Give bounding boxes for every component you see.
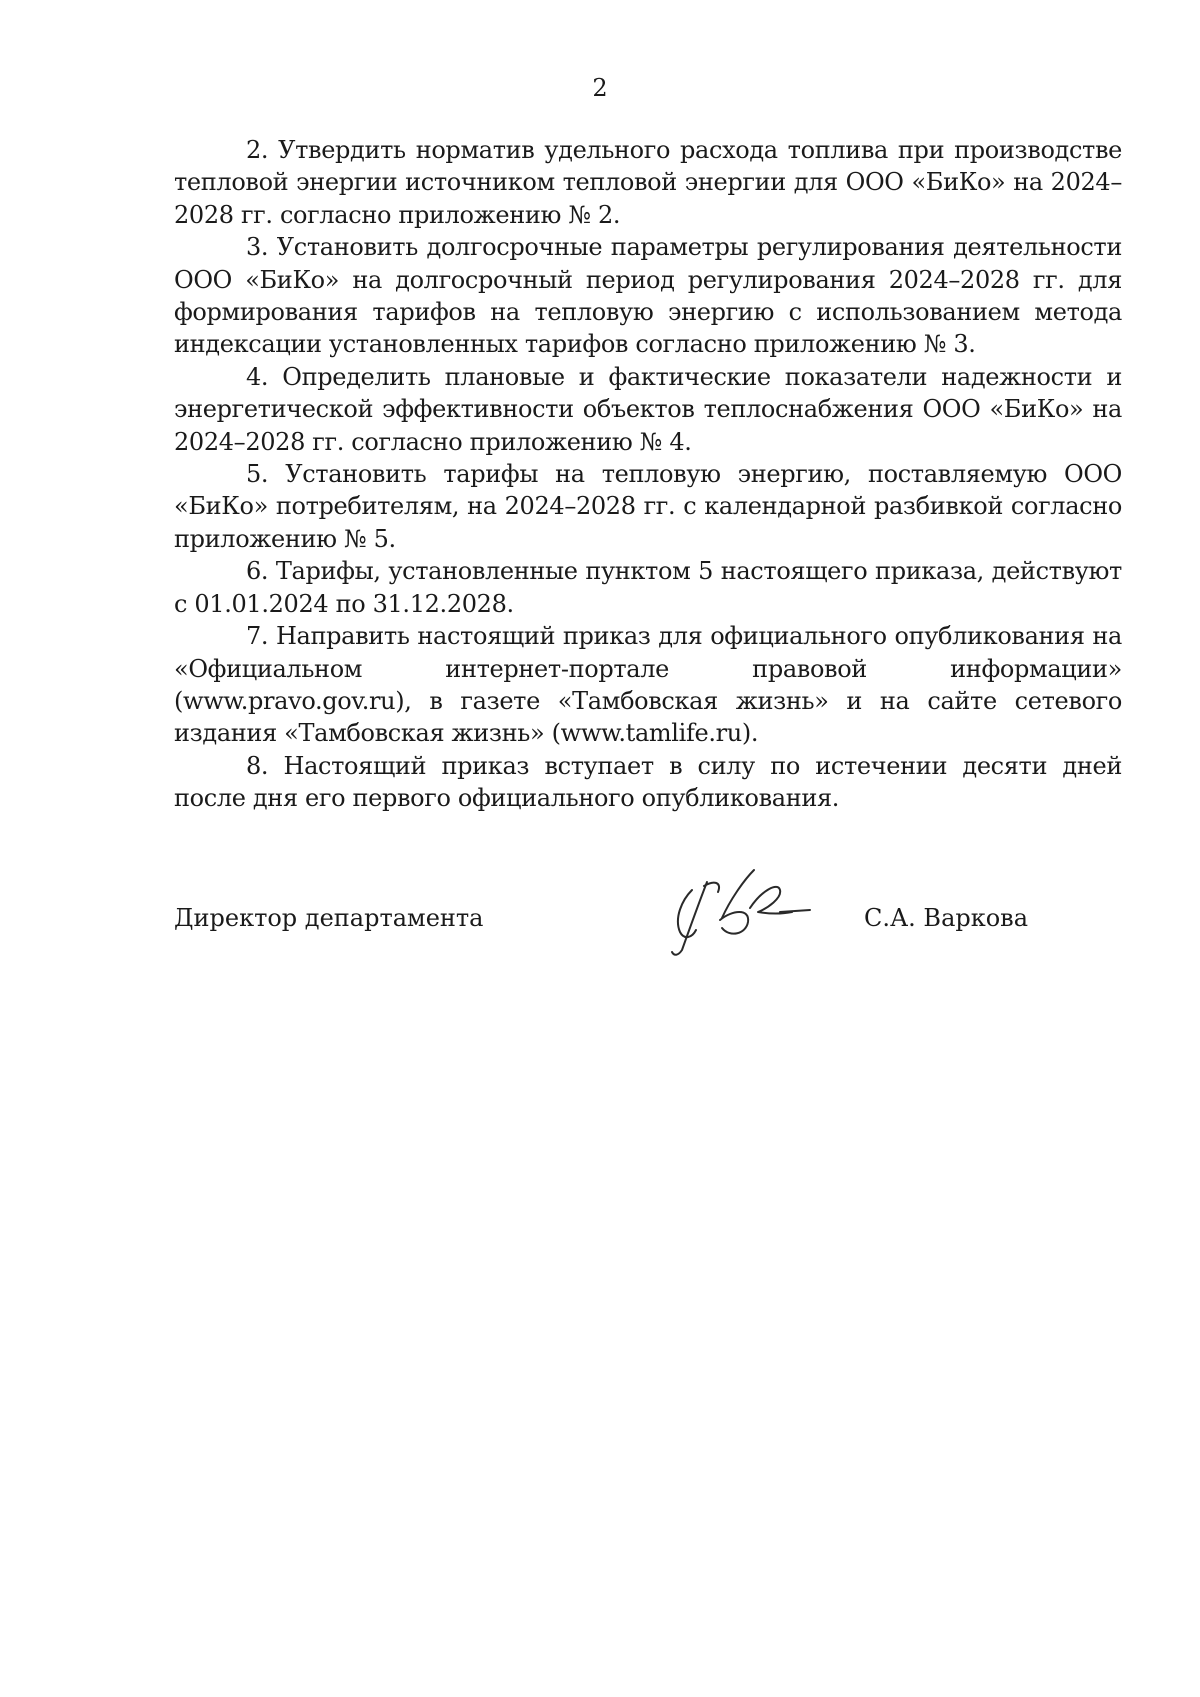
paragraph-7: 7. Направить настоящий приказ для официального опубликования на «Официальном интернет-портале правовой информации» (www.pravo.gov.ru), в газете «Тамбовская жизнь» и на сайте сетевого издания «Тамбовская жизнь» (www.tamlife.ru).	[174, 622, 1122, 748]
paragraph-3: 3. Установить долгосрочные параметры регулирования деятельности ООО «БиКо» на долгосрочный период регулирования 2024–2028 гг. для формирования тарифов на тепловую энергию с использованием метода индексации установленных тарифов согласно приложению № 3.	[174, 233, 1122, 359]
signature-block	[174, 860, 1122, 960]
signatory-position: Директор департамента	[174, 904, 484, 932]
page-number: 2	[592, 74, 608, 102]
paragraph-2: 2. Утвердить норматив удельного расхода топлива при производстве тепловой энергии источником тепловой энергии для ООО «БиКо» на 2024–2028 гг. согласно приложению № 2.	[174, 136, 1122, 229]
paragraph-8: 8. Настоящий приказ вступает в силу по истечении десяти дней после дня его первого официального опубликования.	[174, 751, 1122, 813]
paragraph-5: 5. Установить тарифы на тепловую энергию, поставляемую ООО «БиКо» потребителям, на 2024–2028 гг. с календарной разбивкой согласно приложению № 5.	[174, 460, 1122, 553]
signatory-name: С.А. Варкова	[864, 904, 1029, 932]
document-body	[174, 134, 1122, 815]
handwritten-signature	[652, 860, 822, 960]
paragraph-6: 6. Тарифы, установленные пунктом 5 настоящего приказа, действуют с 01.01.2024 по 31.12.2028.	[174, 557, 1122, 618]
paragraph-4: 4. Определить плановые и фактические показатели надежности и энергетической эффективности объектов теплоснабжения ООО «БиКо» на 2024–2028 гг. согласно приложению № 4.	[174, 362, 1122, 456]
